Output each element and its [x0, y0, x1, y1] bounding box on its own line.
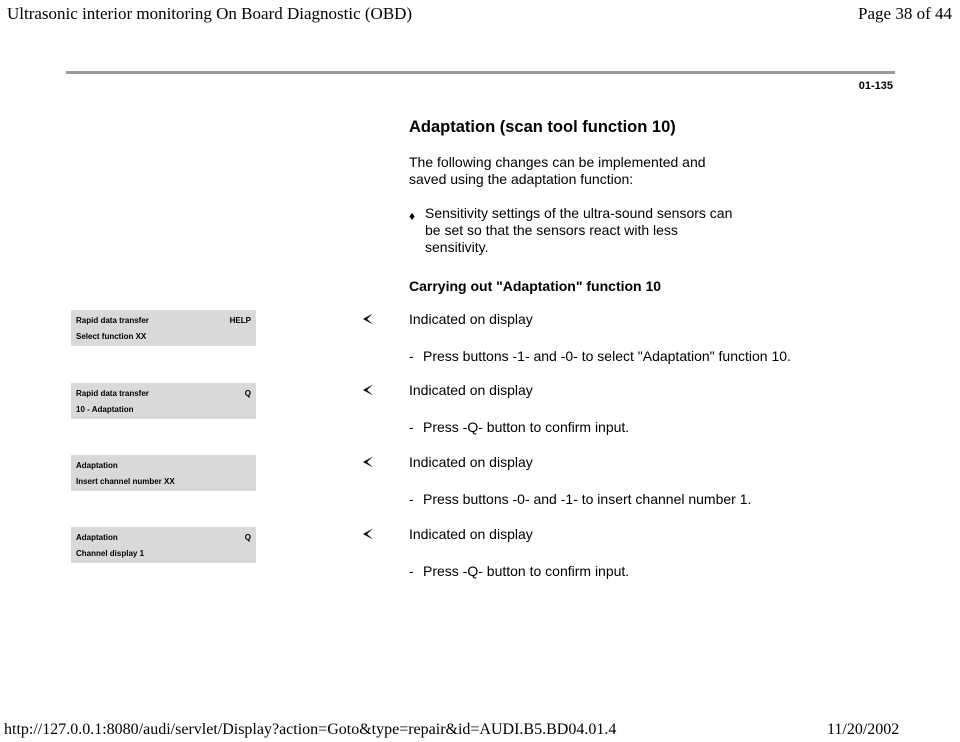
display-box [71, 527, 256, 563]
page-indicator: Page 38 of 44 [858, 4, 952, 23]
display-line-1: Adaptation [76, 461, 118, 470]
action-step [409, 419, 629, 435]
action-step [409, 563, 629, 579]
diamond-bullet-icon: ♦ [409, 209, 416, 223]
display-line-1: Adaptation [76, 533, 118, 542]
display-line-1-right: Q [244, 389, 251, 398]
arrow-left-icon [362, 313, 374, 325]
display-line-2: Select function XX [76, 332, 147, 341]
display-line-1: Rapid data transfer [76, 389, 149, 398]
section-heading: Adaptation (scan tool function 10) [409, 118, 676, 136]
page-number: 01-135 [858, 80, 893, 92]
display-line-1-right: Q [244, 533, 251, 542]
dash-marker: - [409, 563, 414, 579]
intro-paragraph: The following changes can be implemented and saved using the adaptation function: [409, 154, 706, 187]
indicated-text: Indicated on display [409, 526, 533, 542]
action-text: Press buttons -1- and -0- to select "Adaptation" function 10. [423, 348, 791, 364]
footer-url-link[interactable]: http://127.0.0.1:8080/audi/servlet/Display?action=Goto&type=repair&id=AUDI.B5.BD04.01.4 [4, 721, 617, 738]
display-box [71, 455, 256, 491]
indicated-text: Indicated on display [409, 311, 533, 327]
display-line-1-right: HELP [229, 316, 251, 325]
display-box [71, 310, 256, 346]
display-line-2: Channel display 1 [76, 549, 145, 558]
action-text: Press -Q- button to confirm input. [423, 419, 630, 435]
action-step [409, 491, 751, 507]
action-text: Press buttons -0- and -1- to insert channel number 1. [423, 491, 752, 507]
dash-marker: - [409, 348, 414, 364]
dash-marker: - [409, 491, 414, 507]
action-text: Press -Q- button to confirm input. [423, 563, 630, 579]
document-title: Ultrasonic interior monitoring On Board Diagnostic (OBD) [7, 4, 413, 23]
display-box [71, 383, 256, 419]
display-line-1: Rapid data transfer [76, 316, 149, 325]
header-rule [66, 71, 895, 74]
arrow-left-icon [362, 456, 374, 468]
display-line-2: Insert channel number XX [76, 477, 175, 486]
indicated-text: Indicated on display [409, 382, 533, 398]
dash-marker: - [409, 419, 414, 435]
action-step [409, 348, 791, 364]
procedure-heading: Carrying out "Adaptation" function 10 [409, 278, 662, 294]
footer-date: 11/20/2002 [827, 721, 900, 738]
arrow-left-icon [362, 528, 374, 540]
indicated-text: Indicated on display [409, 454, 533, 470]
bullet-text: Sensitivity settings of the ultra-sound sensors can be set so that the sensors react with less sensitivity. [425, 205, 733, 255]
arrow-left-icon [362, 384, 374, 396]
display-line-2: 10 - Adaptation [76, 405, 134, 414]
